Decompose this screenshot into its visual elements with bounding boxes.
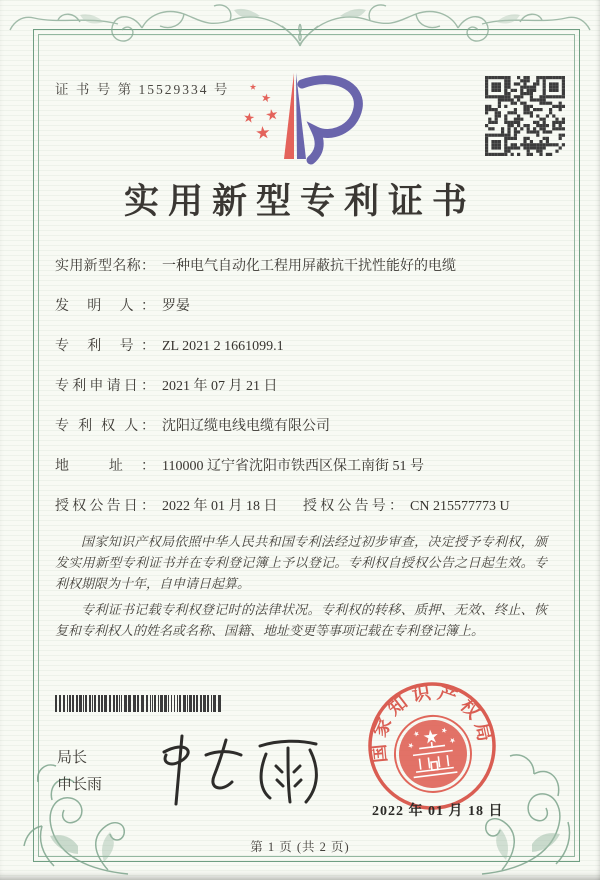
seal-date: 2022 年 01 月 18 日 [372, 804, 504, 819]
field-value: 罗晏 [162, 299, 190, 314]
field-label: 实用新型名称： [55, 259, 155, 274]
field-value: 110000 辽宁省沈阳市铁西区保工南街 51 号 [162, 459, 424, 474]
field-row-patent-number [55, 336, 550, 358]
barcode [55, 695, 223, 712]
qr-code [485, 76, 565, 156]
field-value: CN 215577773 U [410, 499, 510, 514]
page-footer: 第 1 页 (共 2 页) [250, 840, 350, 854]
handwritten-signature-icon [148, 728, 333, 812]
field-value: 2021 年 07 月 21 日 [162, 379, 278, 394]
field-label: 专 利 权 人： [55, 419, 155, 434]
director-title: 局长 [57, 750, 88, 766]
certificate-title: 实用新型专利证书 [123, 182, 476, 221]
field-label: 授权公告日： [55, 499, 155, 514]
certificate-number: 证 书 号 第 15529334 号 [55, 82, 230, 97]
seal-text: 国家知识产权局 [369, 682, 496, 764]
field-row-filing-date [55, 376, 550, 398]
director-name: 申长雨 [57, 777, 103, 793]
field-value: 2022 年 01 月 18 日 [162, 499, 278, 514]
field-value: 一种电气自动化工程用屏蔽抗干扰性能好的电缆 [162, 259, 456, 274]
director-block [57, 745, 102, 799]
field-label: 专利申请日： [55, 379, 155, 394]
legal-text-block [55, 531, 547, 646]
field-row-patentee [55, 416, 550, 438]
register-paragraph: 专利证书记载专利权登记时的法律状况。专利权的转移、质押、无效、终止、恢复和专利权人的姓名或名称、国籍、地址变更等事项记载在专利登记簿上。 [55, 602, 547, 638]
field-pair-secondary [303, 496, 510, 518]
field-row-grant-publication [55, 496, 550, 518]
field-row-address [55, 456, 550, 478]
field-row-name [55, 256, 550, 278]
field-list [55, 256, 550, 536]
field-label: 专 利 号： [55, 339, 155, 354]
field-label: 发 明 人： [55, 299, 155, 314]
field-label: 授权公告号： [303, 499, 403, 514]
field-label: 地 址： [55, 459, 155, 474]
cnipa-logo-icon [232, 70, 382, 167]
grant-paragraph: 国家知识产权局依照中华人民共和国专利法经过初步审查，决定授予专利权，颁发实用新型专利证书并在专利登记簿上予以登记。专利权自授权公告之日起生效。专利权期限为十年，自申请日起算。 [55, 534, 547, 591]
field-value: ZL 2021 2 1661099.1 [162, 339, 284, 354]
field-value: 沈阳辽缆电线电缆有限公司 [162, 419, 330, 434]
field-row-inventor [55, 296, 550, 318]
